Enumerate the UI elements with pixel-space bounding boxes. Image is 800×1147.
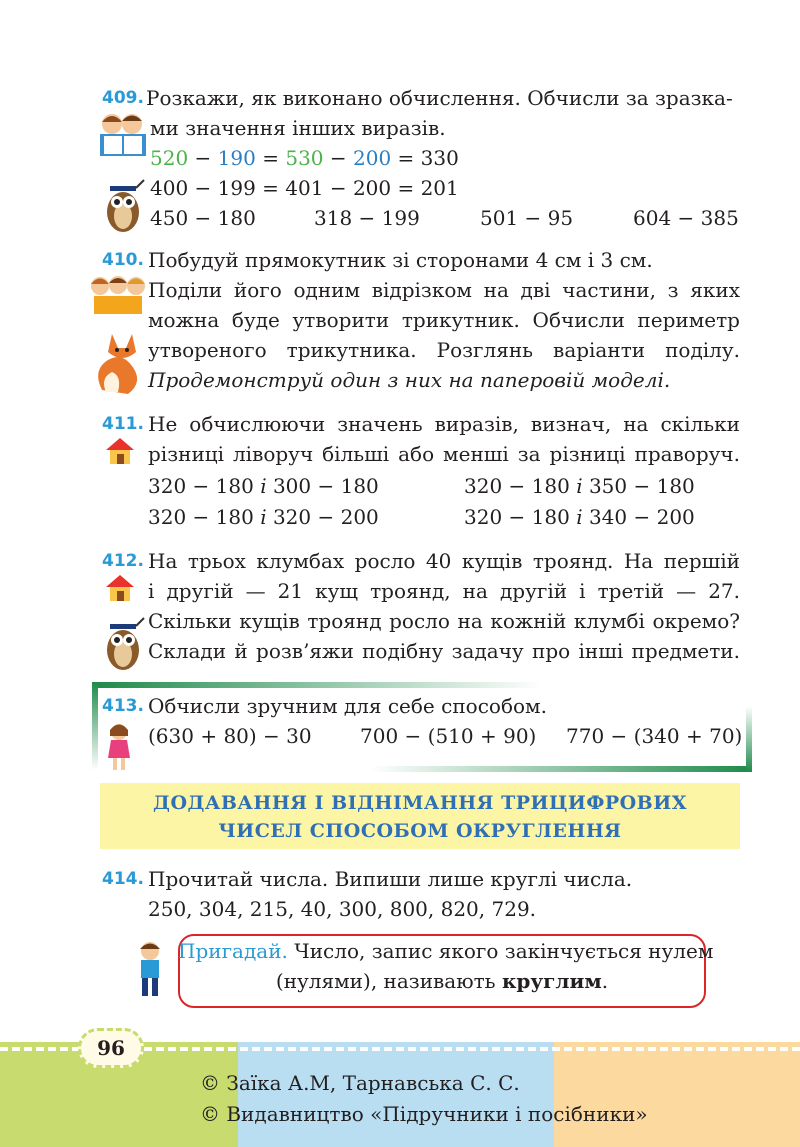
example-number: 200 [353, 146, 392, 170]
owl-teacher-icon [100, 178, 146, 234]
exercise-414-line: Прочитай числа. Випиши лише круглі числа. [148, 867, 633, 891]
expression-left: 320 − 180 [464, 505, 570, 529]
conjunction: і [576, 505, 583, 529]
task: 700 − (510 + 90) [360, 724, 537, 748]
conjunction: і [260, 474, 267, 498]
exercise-413-frame-right [746, 706, 752, 772]
task: 770 − (340 + 70) [566, 724, 743, 748]
exercise-410-line-4: утвореного трикутника. Розглянь варіанти поділу. [148, 338, 740, 362]
exercise-411-line-2: різниці ліворуч більші або менші за різниці праворуч. [148, 442, 740, 466]
exercise-410-number: 410. [102, 250, 144, 270]
remember-line-1 [178, 936, 714, 966]
exercise-412-line-2: і другій — 21 кущ троянд, на другій і третій — 27. [148, 579, 740, 603]
exercise-413-frame-left [92, 682, 98, 770]
remember-line-2 [178, 966, 706, 996]
exercise-412-number: 412. [102, 551, 144, 571]
exercise-412-line-1: На трьох клумбах росло 40 кущів троянд. На першій [148, 549, 740, 573]
exercise-409-number: 409. [102, 88, 144, 108]
exercise-413-number: 413. [102, 696, 144, 716]
example-number: 530 [285, 146, 324, 170]
section-heading-line-1: ДОДАВАННЯ І ВІДНІМАННЯ ТРИЦИФРОВИХ [153, 792, 687, 814]
fox-icon [92, 330, 148, 398]
operator: − [323, 146, 354, 170]
exercise-413-line: Обчисли зручним для себе способом. [148, 694, 547, 718]
conjunction: і [260, 505, 267, 529]
expression-right: 340 − 200 [588, 505, 695, 529]
exercise-414-number: 414. [102, 869, 144, 889]
copyright-publisher: © Видавництво «Підручники і посібники» [200, 1102, 648, 1126]
italic-instruction: Продемонструй один з них на паперовій моделі. [148, 368, 671, 392]
exercise-409-line-2: ми значення інших виразів. [150, 116, 446, 140]
section-heading-line-2: ЧИСЕЛ СПОСОБОМ ОКРУГЛЕННЯ [218, 820, 622, 842]
remember-label: Пригадай. [178, 939, 288, 963]
task: (630 + 80) − 30 [148, 724, 312, 748]
house-icon [104, 573, 136, 603]
example-result: = 330 [391, 146, 459, 170]
exercise-413-frame-bottom [370, 766, 752, 772]
boy-icon [134, 940, 166, 1000]
house-icon [104, 436, 136, 466]
exercise-409-example-2: 400 − 199 = 401 − 200 = 201 [150, 176, 459, 200]
expression-right: 350 − 180 [588, 474, 695, 498]
task: 318 − 199 [314, 206, 420, 230]
expression-pair [148, 502, 379, 532]
expression-right: 320 − 200 [272, 505, 379, 529]
kids-group-book-icon [88, 274, 148, 316]
exercise-409-example-1 [150, 143, 459, 173]
task: 604 − 385 [633, 206, 739, 230]
expression-left: 320 − 180 [464, 474, 570, 498]
expression-pair [464, 471, 695, 501]
remember-text: Число, запис якого закінчується нулем [287, 939, 714, 963]
exercise-414-numbers: 250, 304, 215, 40, 300, 800, 820, 729. [148, 897, 537, 921]
exercise-412-line-4: Склади й розв’яжи подібну задачу про інші предмети. [148, 639, 740, 663]
example-number: 520 [150, 146, 189, 170]
owl-teacher-icon [100, 616, 146, 672]
operator: = [255, 146, 286, 170]
exercise-411-number: 411. [102, 414, 144, 434]
remember-bold-term: круглим [501, 969, 602, 993]
copyright-authors: © Заїка А.М, Тарнавська С. С. [200, 1071, 520, 1095]
exercise-410-line-3: можна буде утворити трикутник. Обчисли периметр [148, 308, 740, 332]
remember-text: . [601, 969, 609, 993]
expression-left: 320 − 180 [148, 505, 254, 529]
girl-icon [104, 722, 134, 772]
expression-left: 320 − 180 [148, 474, 254, 498]
exercise-409-line-1: Розкажи, як виконано обчислення. Обчисли за зразка- [146, 86, 733, 110]
example-number: 190 [217, 146, 256, 170]
exercise-412-line-3: Скільки кущів троянд росло на кожній клумбі окремо? [148, 609, 740, 633]
exercise-410-line-2: Поділи його одним відрізком на дві частини, з яких [148, 278, 740, 302]
conjunction: і [576, 474, 583, 498]
exercise-410-line-1: Побудуй прямокутник зі сторонами 4 см і 3 см. [148, 248, 653, 272]
expression-pair [148, 471, 379, 501]
expression-pair [464, 502, 695, 532]
page-number: 96 [78, 1028, 144, 1068]
exercise-410-italic-line [148, 365, 670, 395]
task: 450 − 180 [150, 206, 256, 230]
operator: − [188, 146, 218, 170]
remember-text: (нулями), називають [275, 969, 502, 993]
kids-reading-book-icon [98, 112, 148, 158]
exercise-411-line-1: Не обчислюючи значень виразів, визнач, на скільки [148, 412, 740, 436]
task: 501 − 95 [480, 206, 574, 230]
exercise-413-frame-top [92, 682, 542, 688]
expression-right: 300 − 180 [272, 474, 379, 498]
